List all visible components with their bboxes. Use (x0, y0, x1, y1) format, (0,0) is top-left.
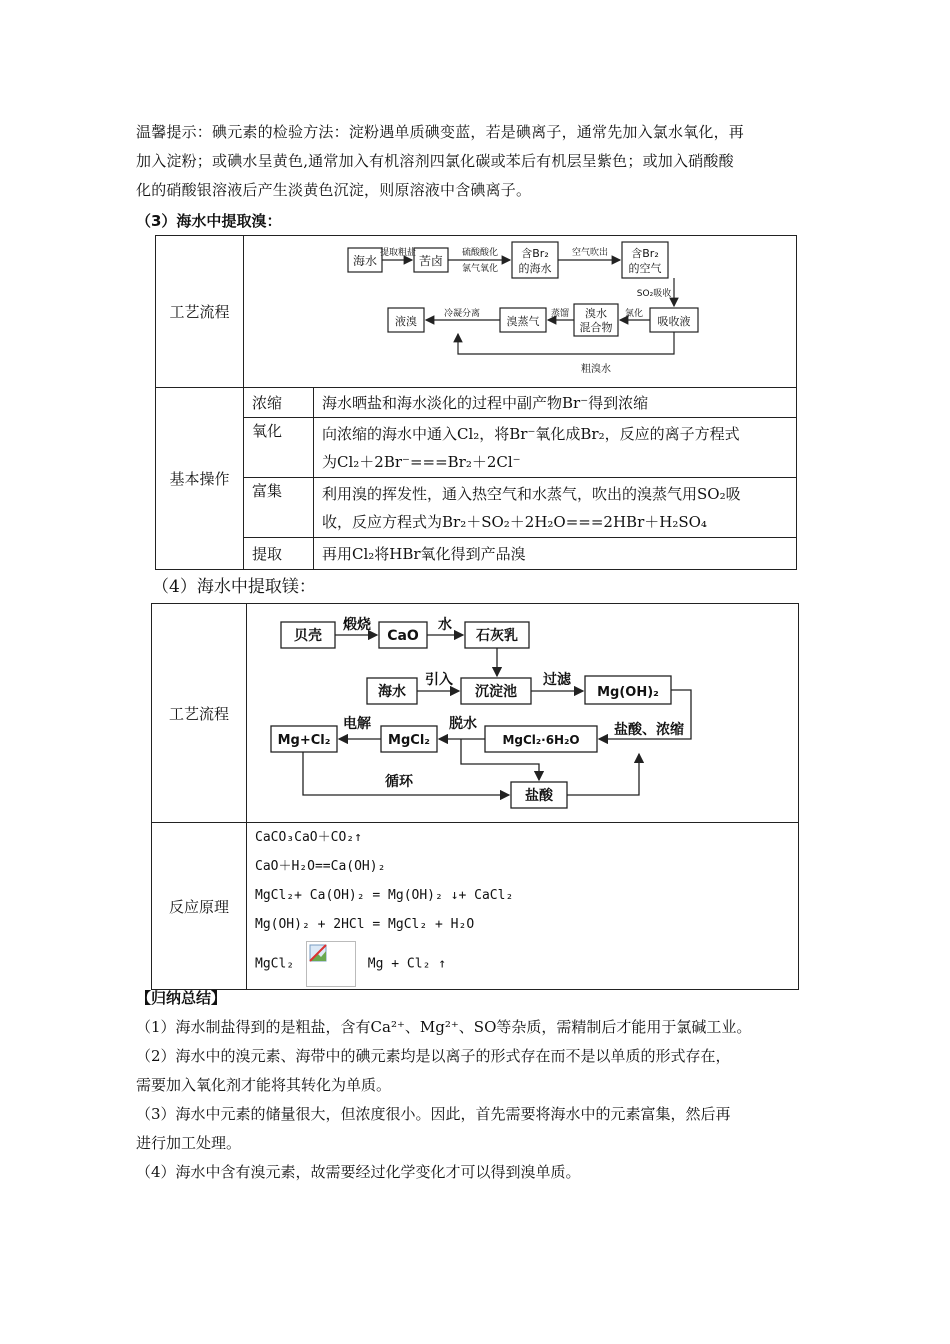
label-br-air-2: 的空气 (628, 262, 662, 275)
label-pool: 沉淀池 (475, 684, 517, 700)
tip-paragraph (136, 118, 826, 205)
op-text-oxidize-2: 为Cl₂＋2Br⁻===Br₂＋2Cl⁻ (322, 452, 521, 471)
op-name-concentrate: 浓缩 (244, 388, 314, 418)
op-text-oxidize-1: 向浓缩的海水中通入Cl₂，将Br⁻氧化成Br₂，反应的离子方程式 (322, 424, 740, 443)
label-br-air-1: 含Br₂ (631, 247, 659, 260)
label-liquid-bromine: 液溴 (395, 315, 417, 328)
op-name-enrich: 富集 (244, 478, 314, 538)
tip-line-1: 温馨提示：碘元素的检验方法：淀粉遇单质碘变蓝，若是碘离子，通常先加入氯水氧化，再 (136, 123, 745, 141)
label-crude-bromine-water: 粗溴水 (581, 364, 611, 375)
reaction-5-left: MgCl₂ (255, 956, 295, 972)
magnesium-heading: （4）海水中提取镁： (152, 577, 316, 597)
label-cycle: 循环 (385, 774, 413, 790)
label-chlorinate: 氯气氧化 (461, 264, 499, 274)
label-mg-cl2: Mg+Cl₂ (277, 733, 331, 748)
label-bromine-water-1: 溴水 (585, 307, 607, 320)
op-text-concentrate: 海水晒盐和海水淡化的过程中副产物Br⁻得到浓缩 (314, 388, 797, 418)
label-air-blow: 空气吹出 (571, 248, 609, 258)
label-electrolysis: 电解 (343, 716, 371, 732)
op-text-extract: 再用Cl₂将HBr氧化得到产品溴 (314, 538, 797, 570)
label-mgoh2: Mg(OH)₂ (597, 685, 659, 700)
broken-image-icon-glyph (309, 944, 327, 962)
label-water: 水 (438, 617, 452, 633)
label-absorb-liquid: 吸收液 (657, 315, 691, 328)
label-br-seawater-1: 含Br₂ (521, 247, 549, 260)
label-seawater-mg: 海水 (378, 684, 406, 700)
summary-p1: （1）海水制盐得到的是粗盐，含有Ca²⁺、Mg²⁺、SO等杂质，需精制后才能用于氯碱工业。 (136, 1018, 752, 1036)
bromine-table (155, 235, 797, 570)
summary-p3a: （3）海水中元素的储量很大，但浓度很小。因此，首先需要将海水中的元素富集，然后再 (136, 1105, 731, 1123)
magnesium-reactions-cell (247, 823, 799, 990)
label-hydrate: MgCl₂·6H₂O (502, 733, 580, 747)
bromine-heading: （3）海水中提取溴： (136, 212, 282, 230)
bromine-ops-label: 基本操作 (156, 388, 244, 570)
label-mgcl2: MgCl₂ (388, 733, 430, 748)
summary-p2a: （2）海水中的溴元素、海带中的碘元素均是以离子的形式存在而不是以单质的形式存在， (136, 1047, 731, 1065)
reaction-2: CaO＋H₂O==Ca(OH)₂ (255, 859, 386, 874)
label-calcine: 煅烧 (343, 617, 371, 633)
op-text-enrich-2: 收，反应方程式为Br₂＋SO₂＋2H₂O===2HBr＋H₂SO₄ (322, 512, 707, 531)
magnesium-principle-label: 反应原理 (152, 823, 247, 990)
op-text-oxidize (314, 418, 797, 478)
summary-section (136, 984, 826, 1187)
label-filter: 过滤 (543, 672, 571, 688)
magnesium-flow-label: 工艺流程 (152, 604, 247, 823)
label-distill: 蒸馏 (550, 309, 570, 319)
tip-line-3: 化的硝酸银溶液后产生淡黄色沉淀，则原溶液中含碘离子。 (136, 181, 532, 199)
reaction-1: CaCO₃CaO＋CO₂↑ (255, 830, 362, 845)
label-shell: 贝壳 (294, 628, 322, 644)
label-intro: 引入 (425, 672, 453, 688)
label-seawater: 海水 (352, 254, 378, 268)
label-cao: CaO (387, 628, 419, 644)
bromine-flow-diagram (244, 236, 796, 387)
label-br-seawater-2: 的海水 (518, 262, 552, 275)
label-chlorination: 氯化 (624, 309, 644, 319)
label-extract-salt: 提取粗盐 (379, 248, 417, 258)
label-condense: 冷凝分离 (443, 309, 481, 319)
label-so2-absorb: SO₂吸收 (636, 289, 672, 299)
reaction-3: MgCl₂+ Ca(OH)₂ = Mg(OH)₂ ↓+ CaCl₂ (255, 888, 514, 903)
label-acid-conc: 盐酸、浓缩 (614, 722, 684, 738)
op-text-enrich-1: 利用溴的挥发性，通入热空气和水蒸气，吹出的溴蒸气用SO₂吸 (322, 484, 741, 503)
magnesium-flow-cell (247, 604, 799, 823)
reaction-5-right: Mg + Cl₂ ↑ (367, 956, 447, 972)
broken-image-icon (306, 941, 356, 987)
label-bromine-vapor: 溴蒸气 (506, 315, 540, 328)
bromine-flow-label: 工艺流程 (156, 236, 244, 388)
magnesium-flow-diagram (247, 604, 798, 822)
op-text-enrich (314, 478, 797, 538)
label-dehydrate: 脱水 (449, 716, 477, 732)
tip-line-2: 加入淀粉；或碘水呈黄色,通常加入有机溶剂四氯化碳或苯后有机层呈紫色；或加入硝酸酸 (136, 152, 734, 170)
label-acidify: 硫酸酸化 (461, 248, 499, 258)
bromine-flow-cell (244, 236, 797, 388)
summary-p2b: 需要加入氧化剂才能将其转化为单质。 (136, 1076, 392, 1094)
magnesium-table (151, 603, 799, 990)
reaction-4: Mg(OH)₂ + 2HCl = MgCl₂ + H₂O (255, 917, 475, 932)
op-name-oxidize: 氧化 (244, 418, 314, 478)
label-bromine-water-2: 混合物 (579, 321, 613, 334)
op-name-extract: 提取 (244, 538, 314, 570)
summary-title: 【归纳总结】 (136, 989, 227, 1007)
summary-p4: （4）海水中含有溴元素，故需要经过化学变化才可以得到溴单质。 (136, 1163, 581, 1181)
summary-p3b: 进行加工处理。 (136, 1134, 242, 1152)
reaction-5 (255, 941, 790, 987)
label-lime: 石灰乳 (476, 628, 518, 644)
label-hcl: 盐酸 (525, 788, 553, 804)
label-bittern: 苦卤 (418, 254, 444, 268)
